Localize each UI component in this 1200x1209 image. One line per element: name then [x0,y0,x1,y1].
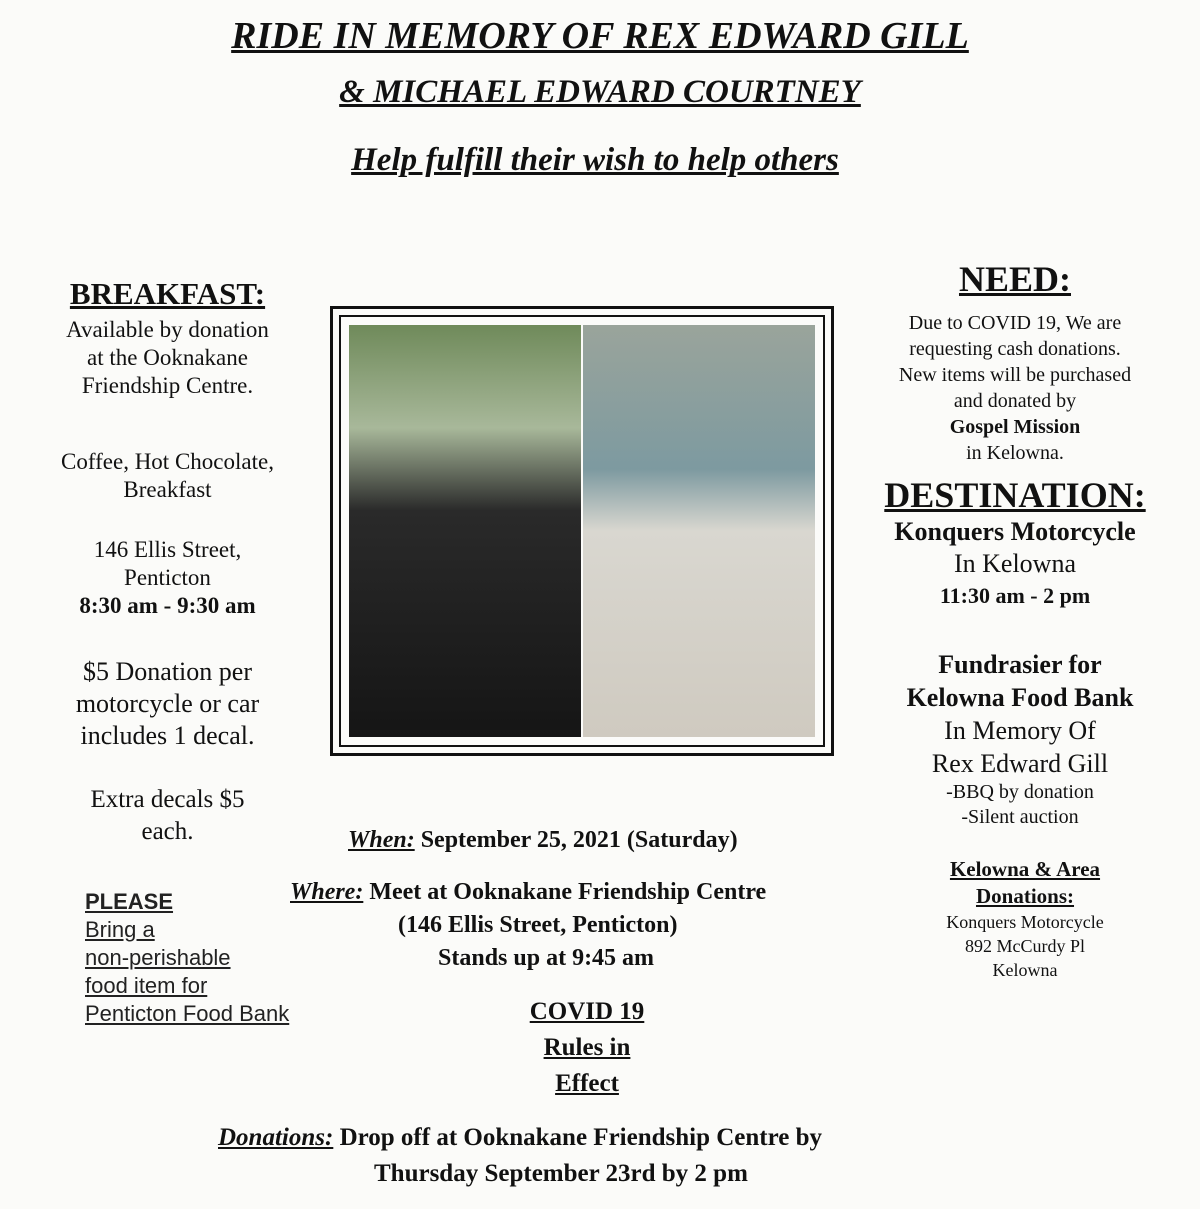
when-label: When: [348,827,415,853]
donations-row [218,1120,822,1192]
breakfast-line: Friendship Centre. [81,373,254,398]
breakfast-time: 8:30 am - 9:30 am [79,593,256,618]
destination-time: 11:30 am - 2 pm [939,583,1091,608]
need-section [860,258,1170,466]
breakfast-address: Penticton [124,565,211,590]
breakfast-address: 146 Ellis Street, [93,537,242,562]
donation-line: motorcycle or car [75,689,260,718]
destination-heading: DESTINATION: [884,475,1146,515]
fundraiser-section [865,648,1175,830]
kelowna-heading: Kelowna & Area [949,857,1101,881]
donation-line: $5 Donation per [83,657,252,686]
destination-line: Konquers Motorcycle [894,517,1136,546]
breakfast-heading: BREAKFAST: [69,276,266,311]
where-line: Meet at Ooknakane Friendship Centre [369,879,767,905]
kelowna-heading: Donations: [975,884,1075,908]
fundraiser-line: In Memory Of [944,716,1096,745]
poster-tagline: Help fulfill their wish to help others [351,142,839,178]
poster-subtitle: & MICHAEL EDWARD COURTNEY [339,74,861,110]
breakfast-line: at the Ooknakane [87,345,248,370]
breakfast-menu: Breakfast [123,477,212,502]
need-line: in Kelowna. [966,442,1064,464]
breakfast-menu: Coffee, Hot Chocolate, [61,449,274,474]
fundraiser-extra: -Silent auction [961,806,1079,828]
covid-line: COVID 19 [529,998,645,1025]
need-line: requesting cash donations. [909,338,1121,360]
kelowna-donations [900,856,1150,982]
kelowna-line: Konquers Motorcycle [946,912,1104,932]
kelowna-line: Kelowna [992,960,1058,980]
please-line: Bring a [85,917,155,942]
donations-line: Thursday September 23rd by 2 pm [374,1160,748,1187]
covid-line: Rules in [543,1034,631,1061]
when-row [348,826,738,854]
fundraiser-line: Kelowna Food Bank [906,683,1134,712]
where-line: (146 Ellis Street, Penticton) [398,912,678,938]
where-label: Where: [290,879,364,905]
please-line: Penticton Food Bank [85,1001,290,1026]
need-org: Gospel Mission [949,416,1081,438]
please-line: PLEASE [85,889,174,914]
extra-decals: Extra decals $5 [90,786,245,813]
please-line: food item for [85,973,208,998]
breakfast-section [30,276,305,848]
extra-decals: each. [141,818,194,845]
destination-line: In Kelowna [953,549,1076,578]
where-row [290,876,766,975]
please-line: non-perishable [85,945,231,970]
breakfast-line: Available by donation [66,317,269,342]
kelowna-line: 892 McCurdy Pl [964,936,1085,956]
when-value: September 25, 2021 (Saturday) [420,827,738,853]
donations-label: Donations: [218,1124,334,1151]
donations-line: Drop off at Ooknakane Friendship Centre by [339,1124,823,1151]
need-line: and donated by [953,390,1077,412]
donation-line: includes 1 decal. [80,721,255,750]
need-line: Due to COVID 19, We are [908,312,1122,334]
photo-michael [583,325,815,737]
need-heading: NEED: [958,259,1071,299]
fundraiser-line: Rex Edward Gill [931,749,1109,778]
covid-line: Effect [555,1070,619,1097]
where-line: Stands up at 9:45 am [438,945,655,971]
need-line: New items will be purchased [898,364,1132,386]
please-note [85,888,289,1028]
memorial-photo-frame [330,306,834,756]
fundraiser-extra: -BBQ by donation [946,781,1094,803]
fundraiser-line: Fundrasier for [938,650,1102,679]
covid-rules [487,994,687,1102]
poster-title: RIDE IN MEMORY OF REX EDWARD GILL [231,15,969,57]
destination-section [855,474,1175,612]
photo-rex [349,325,581,737]
